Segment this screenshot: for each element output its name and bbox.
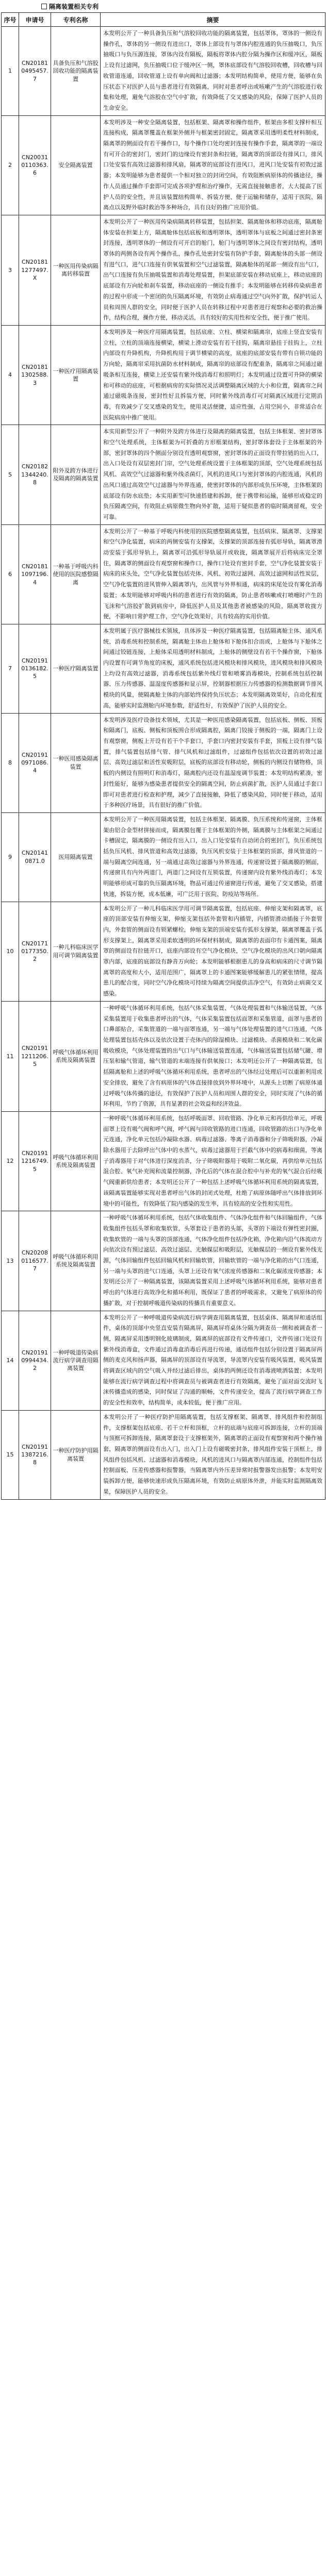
table-header-row: [2, 13, 325, 27]
cell-seq: 14: [2, 1311, 19, 1410]
cell-app-no: CN201911387216.8: [19, 1410, 51, 1499]
table-row: [2, 1311, 325, 1410]
cell-abstract: 本发明涉及一种医疗用隔离装置，包括底座、立柱、横梁和隔离帘，底座上竖直安装有立柱，立柱的顶端连接横梁，横梁上滑动安装有若干挂钩，隔离帘悬挂于挂钩上，立柱内部设有升降机构，升降机构用于调节横梁的高度，底座的底部安装有带有自锁功能的万向轮，隔离帘采用抗菌防水材料制成，隔离帘的底部设有配重条，隔离帘之间通过磁吸条相互连接，横梁上还安装有紫外线消毒灯和照明灯；本发明通过设置可升降的横梁和可移动的底座，可根据病房的实际情况灵活调整隔离区域的大小和位置，隔离帘之间通过磁吸条连接，密封性好且拆装方便，同时紫外线消毒灯可对隔离区域进行定期消毒，有效减少了交叉感染的发生，使用灵活便捷，适应性强，占用空间小，非常适合在医院病房中推广使用。: [101, 325, 325, 425]
cell-app-no: CN201910994434.2: [19, 1311, 51, 1410]
cell-abstract: 一种呼吸气体循环利用系统，包括呼吸面罩、回收管路、净化单元和再供给单元，呼吸面罩上设有吸气阀和呼气阀，呼气阀与回收管路的进口连通，回收管路的出口与净化单元连通，净化单元包括冷凝除水器、病毒过滤器、等离子消毒器和分子筛吸附器，冷凝除水器用于去除呼出气体中的水蒸气，病毒过滤器用于拦截气体中的病毒和细菌，等离子消毒器用于对气体进行深度消杀，分子筛吸附器用于吸附二氧化碳，再供给单元包括混合腔、氧气补充阀和流量控制器，净化后的气体在混合腔中与补充的氧气混合后经吸气阀重新供给患者；本发明还公开了一种包括上述呼吸气体循环利用系统的隔离装置，该隔离装置能够实现对患者呼出气体的封闭式处理，杜绝了病原体随呼出气体排放到环境中的可能性，有效降低了院内感染的发生率，具有较高的安全性和实用性。: [101, 1111, 325, 1211]
table-row: [2, 215, 325, 325]
table-row: [2, 1410, 325, 1499]
cell-app-no: CN202080116577.7: [19, 1211, 51, 1311]
cell-patent-name: 呼吸气体循环利用系统及隔离装置: [51, 1001, 101, 1111]
header-patent-name: 专利名称: [51, 13, 101, 27]
cell-seq: 6: [2, 524, 19, 624]
table-row: [2, 624, 325, 713]
cell-patent-name: 一种医疗隔离装置: [51, 624, 101, 713]
cell-abstract: 本发明涉及一种安全隔离装置，包括框架、隔离罩和操作组件，框架由多根支撑杆相互连接构成，隔离罩覆盖在框架外侧并与框架密封固定，隔离罩采用透明柔性材料制成，隔离罩的侧面设有若干操作口，每个操作口处均密封连接有操作手套，隔离罩的一端设有可开合的密封门，密封门的边缘设有密封条和拉链，隔离罩的顶部设有排风口，排风口处安装有高效过滤器和排风扇，隔离罩的底部设有进风口，进风口处安装有初效过滤器；本发明能够为患者提供一个相对独立的封闭空间，有效阻断病原体的传播途径，操作人员通过操作手套即可完成各项护理和治疗操作，无需直接接触患者，大大提高了医护人员的安全性，并且该装置结构简单、拆装方便、便于运输和储存，适用于医院、隔离点以及野外临时救治等多种场合，具有良好的推广应用价值。: [101, 115, 325, 215]
cell-seq: 7: [2, 624, 19, 713]
cell-app-no: CN201811277497.X: [19, 215, 51, 325]
cell-seq: 4: [2, 325, 19, 425]
cell-abstract: 本发明公开了一种呼吸道传染病流行病学调查用隔离装置，包括桌体、隔离屏和通话组件，桌体的顶部中央竖直安装有隔离屏，隔离屏将桌体分隔为调查员一侧和被调查者一侧，隔离屏采用透明钢化玻璃制成，隔离屏的底部设有文件传递口，文件传递口处设有紫外线消毒盒，文件通过消毒盒消毒后再进行传递，通话组件包括分别设置于隔离屏两侧的麦克风和扬声器，隔离屏的顶部设有导流罩，导流罩内安装有吸风装置，吸风装置将调查区域内的空气吸入并经过滤后排出，桌体的两侧还设有消毒液喷洒装置；本发明能够在流行病学调查过程中将调查员与被调查者进行有效隔离，避免了面对面交流时飞沫传播造成的感染，同时保证了沟通的顺畅，文件传递安全，提高了流行病学调查工作的安全性和效率，结构简单，成本较低，便于推广应用。: [101, 1311, 325, 1410]
cell-patent-name: 一种儿科临床医学用可调节隔离装置: [51, 902, 101, 1001]
cell-app-no: CN201410871.0: [19, 812, 51, 902]
cell-abstract: 一种呼吸气体循环利用系统，包括气体采集装置、气体处理装置和气体输送装置，气体采集装置用于收集患者呼出的气体，气体采集装置包括面罩和采集管道，面罩与患者的口鼻部贴合，采集管道的一端与面罩连通，另一端与气体处理装置的进气口连通，气体处理装置包括壳体以及依次设置于壳体内的除湿模块、过滤模块、杀菌模块和二氧化碳吸收模块，气体处理装置的出气口与气体输送装置连通，气体输送装置包括储气罐、增压泵和输气管道，输气管道的末端连接有供氧接口；本发明还公开了一种隔离装置，包括隔离舱和上述的呼吸气体循环利用系统，患者呼出的气体经过处理后可以重新利用或安全排放，避免了含有病原体的气体直接排放到外界环境中，从源头上切断了病原体通过呼吸气体传播的途径，有效保护了医护人员和周围人群的安全，同时实现了气体的循环利用，节约了资源，具有显著的社会效益和经济效益。: [101, 1001, 325, 1111]
table-row: [2, 524, 325, 624]
cell-abstract: 本发明属于医疗器械技术领域，具体涉及一种医疗隔离装置，包括隔离舱主体、通风系统、消毒系统和控制系统，隔离舱主体由上舱体和下舱体扣合而成，上舱体与下舱体之间通过铰链连接，上舱体采用透明材料制成，上舱体的侧壁设有若干个操作窗，下舱体内设置有可调节角度的床板，通风系统包括进风模块和排风模块，进风模块和排风模块上均设有高效过滤器，消毒系统包括紫外线灯管和喷雾消毒模块，控制系统包括控制器、压力传感器、温湿度传感器和显示屏，控制器根据压力传感器的检测数据调节排风模块的风量，使隔离舱主体的内部始终保持负压状态；本发明隔离效果好，自动化程度高，能够实时监测舱内环境参数，舒适性好，有效保护了医护人员的安全。: [101, 624, 325, 713]
cell-abstract: 本发明公开了一种医疗防护用隔离装置，包括支撑框架、隔离罩、排风组件和控制组件，支撑框架包括底座、若干立杆和顶框，立杆的底端与底座可拆卸连接，立杆的顶端与顶框可拆卸连接，隔离罩套设于支撑框架外，隔离罩的正面设有观察窗和两个操作袖套，隔离罩的侧面设有出入门，出入门上设有磁吸密封条，排风组件安装于顶框上，排风组件包括风机、过滤器和消毒模块，风机的进风口与隔离罩内部连通，控制组件包括控制面板、压差传感器和报警器，当隔离罩内外压差异常时报警器发出报警；本发明安装拆卸方便，能够快速形成负压隔离环境，有效防止病原体外泄，并能实时监测隔离效果，保障医护人员的安全。: [101, 1410, 325, 1499]
cell-seq: 12: [2, 1111, 19, 1211]
table-row: [2, 115, 325, 215]
cell-seq: 13: [2, 1211, 19, 1311]
header-app-no: 申请号: [19, 13, 51, 27]
cell-abstract: 本发明公开了一种具备负压和气溶胶回收功能的隔离装置，包括罩体，罩体的一侧设有操作孔，罩体的另一侧设有进出口，罩体上部设有与罩体内腔连通的负压抽吸口，负压抽吸口与负压源连接，罩体内设有隔板，隔板将罩体内腔分隔为操作区和缓冲区，隔板上设有过滤网，负压抽吸口位于缓冲区一侧，罩体底部设有气溶胶回收槽，回收槽与回收管道连通，回收管道上设有单向阀和过滤器；本发明结构简单，使用方便，能够在负压状态下对医护人员与患者进行有效隔离，同时对患者呼出或咳嗽产生的气溶胶进行收集和处理，避免气溶胶在空气中扩散，有效降低了交叉感染的风险，保障了医护人员的生命安全。: [101, 27, 325, 116]
cell-app-no: CN201810495457.7: [19, 27, 51, 116]
cell-patent-name: 一种医疗用隔离装置: [51, 325, 101, 425]
cell-patent-name: 一种医用感染隔离装置: [51, 713, 101, 812]
cell-abstract: 本发明公开了一种医用传染病隔离转移装置，包括担架、隔离舱体和移动底座，隔离舱体安装在担架上方，隔离舱体包括底板和透明罩体，透明罩体与底板之间通过密封条密封连接，透明罩体的一侧设有可开启的舱门，舱门与透明罩体之间设有密封结构，透明罩体的两侧各设有两个操作孔，操作孔处密封安装有防护手套，隔离舱体的头部一侧设有进气口，进气口连接有供氧装置和空气过滤装置，隔离舱体的尾部一侧设有出气口，出气口连接有负压抽吸装置和消毒处理装置，担架底部安装在移动底座上，移动底座的底部设有万向轮和刹车装置，移动底座的一侧设有推手；本发明能够在转移传染病患者的过程中形成一个密闭的负压隔离环境，有效防止病毒通过空气向外扩散，保护转运人员和周围人群的安全，同时便于医护人员在转移过程中对患者进行观察和必要的救治操作，结构合理，操作方便，移动灵活，具有较好的实用性和安全性，便于推广使用。: [101, 215, 325, 325]
table-row: [2, 425, 325, 524]
cell-seq: 2: [2, 115, 19, 215]
cell-seq: 5: [2, 425, 19, 524]
cell-patent-name: 医用隔离装置: [51, 812, 101, 902]
cell-patent-name: 一种基于呼吸内科使用的医院感整隔离: [51, 524, 101, 624]
table-row: [2, 1111, 325, 1211]
header-seq: 序号: [2, 13, 19, 27]
table-row: [2, 325, 325, 425]
bullet-square-icon: [41, 4, 47, 9]
cell-seq: 9: [2, 812, 19, 902]
table-row: [2, 1211, 325, 1311]
cell-seq: 11: [2, 1001, 19, 1111]
cell-seq: 3: [2, 215, 19, 325]
cell-abstract: 本实用新型公开了一种附外及跨方体进行及隔离的隔离装置，包括主体框架、密封罩体和空气处理系统，主体框架为可折叠的方形框架结构，密封罩体套设于主体框架的外部，密封罩体的四个侧面分别设有透明观察窗，密封罩体的正面设有带拉链的出入口，出入口处设有双层密封门帘，空气处理系统设置于主体框架的顶部，空气处理系统包括风机、高效空气过滤器和紫外线杀菌灯，风机的进风口与密封罩体的内腔连通，风机的出风口通过高效空气过滤器与外界连通，使密封罩体的内部形成负压环境，主体框架的底部设有防水底垫；本实用新型可快速搭建和拆卸，便于携带和运输，能够形成稳定的负压隔离空间，有效阻止病原微生物向外扩散，适用于疑似患者的临时隔离留观，安全可靠。: [101, 425, 325, 524]
cell-app-no: CN201710177350.2: [19, 902, 51, 1001]
cell-seq: 15: [2, 1410, 19, 1499]
cell-app-no: CN201910971086.4: [19, 713, 51, 812]
document-title: 隔离装置相关专利: [41, 2, 99, 11]
cell-abstract: 本发明公开了一种基于呼吸内科使用的医院感整隔离装置，包括病床、隔离罩、支撑架和空气净化装置，病床的两侧安装有支撑架，支撑架的顶部连接有弧形导轨，隔离罩滑动安装于弧形导轨上，隔离罩可沿弧形导轨展开或收拢，隔离罩展开后将病床完全罩住，隔离罩的侧面设有观察窗和操作口，操作口处设有密封手套，空气净化装置安装于病床的床头处，空气净化装置包括壳体、风机、初效过滤网、高效过滤网和活性炭层，空气净化装置的进风管伸入隔离罩内，出风管与外界相通，病床的床尾处设有雾化消毒装置；本发明能够对呼吸内科的患者进行有效的隔离，防止患者咳嗽或打喷嚏时产生的飞沫和气溶胶扩散到病房中，降低医护人员及其他患者被感染的风险，隔离罩收拢方便，不影响日常护理工作，空气净化效果好，具有较高的实用价值。: [101, 524, 325, 624]
cell-abstract: 本发明涉及医疗设备技术领域，尤其是一种医用感染隔离装置，包括底板、侧板、顶板和隔离门，底板、侧板和顶板围合形成隔离腔，隔离门铰接于侧板的一端，隔离门上设有观察窗，侧板上开设有若干个手套口，手套口内密封安装有手套，顶板上设有排气装置，排气装置包括排气管、排气风机和过滤组件，过滤组件包括依次设置的初效过滤层、高效过滤层和活性炭吸附层，底板的底部设有移动轮，侧板的内侧设有储物格，顶板的内侧设有照明灯和消毒灯，隔离腔内还设有温湿度调节装置；本发明结构紧凑，密封性能好，能够为感染患者提供安全的隔离空间，防止病菌扩散，医护人员通过手套口即可对患者进行检查和护理，减少了直接接触，降低了感染风险，同时便于移动，适用于多种医疗场景，具有很好的推广价值。: [101, 713, 325, 812]
cell-app-no: CN201911216749.5: [19, 1111, 51, 1211]
cell-app-no: CN201821344240.8: [19, 425, 51, 524]
header-abstract: 摘要: [101, 13, 325, 27]
table-row: [2, 902, 325, 1001]
cell-app-no: CN201910136182.5: [19, 624, 51, 713]
table-row: [2, 27, 325, 116]
cell-app-no: CN201811097196.4: [19, 524, 51, 624]
table-row: [2, 713, 325, 812]
cell-patent-name: 一种医疗防护用隔离装置: [51, 1410, 101, 1499]
cell-abstract: 本发明公开了一种儿科临床医学用可调节隔离装置，包括底座、伸缩支架和隔离罩，底座的顶部安装有伸缩支架，伸缩支架包括外套管和内插管，内插管滑动插接于外套管内，外套管的侧面设有锁紧螺栓，伸缩支架的顶端安装有弧形支撑架，隔离罩覆盖于弧形支撑架上，隔离罩采用柔软透明的环保材料制成，隔离罩的表面印有卡通图案，隔离罩的侧面设有拉链开口，底座内部设有空气净化模块，空气净化模块的出风口朝向隔离罩内部，底座的底部设有静音万向轮；本发明能够根据患儿的身高和病床的尺寸调节隔离罩的高度和大小，适用范围广，隔离罩上的卡通图案能够缓解患儿的紧张情绪，提高患儿的配合度，同时空气净化模块可持续为隔离空间提供洁净空气，有效防止病菌交叉感染。: [101, 902, 325, 1001]
cell-patent-name: 安全隔离装置: [51, 115, 101, 215]
cell-patent-name: 呼吸气体循环利用系统及隔离装置: [51, 1111, 101, 1211]
cell-patent-name: 一种呼吸道传染病流行病学调查用隔离装置: [51, 1311, 101, 1410]
cell-abstract: 本发明公开了一种医用隔离装置，包括主体框架、隔离膜、负压系统和传递窗，主体框架由铝合金型材拼接而成，隔离膜包覆于主体框架的外侧，隔离膜与主体框架之间通过卡槽固定，隔离膜的一侧设有出入口，出入口处安装有自动闭合的密封门，负压系统包括负压风机、排风管道和高效过滤器，负压风机安装于主体框架的顶部，排风管道的一端与隔离空间连通，另一端通过高效过滤器与外界连通，传递窗设置于隔离膜的侧面，传递窗具有内外两道门，两道门之间设有互锁装置，传递窗内设有紫外线消毒灯；本发明能够形成可靠的负压隔离环境，物品可通过传递窗进行传递，避免了交叉感染，搭建快速，拆装方便，成本低廉，可广泛用于医院、防疫站等场所。: [101, 812, 325, 902]
cell-abstract: 一种呼吸气体循环利用系统，包括气体收集组件、气体净化组件和气体回输组件，气体收集组件包括头罩和收集软管，头罩套设于患者的头部，头罩的下端设有弹性密封圈，收集软管的一端与头罩的顶部连通，气体净化组件包括净化箱，净化箱内沿气体流动方向依次设有预过滤层、高效过滤层、光触媒层和吸附层，光触媒层的一侧设有紫外线光源，气体回输组件包括回输风机和回输软管，回输软管的一端与净化箱的出气口连通，另一端与头罩的进气口连通，头罩上还设有氧气浓度传感器和二氧化碳浓度传感器；本发明还公开了一种隔离装置，该隔离装置采用上述呼吸气体循环利用系统，能够对患者呼出的气体进行高效净化和循环利用，既保证了患者的呼吸需求，又避免了病原体的传播扩散，对于控制呼吸道传染病的传播具有重要意义。: [101, 1211, 325, 1311]
cell-patent-name: 一种医用传染病隔离转移装置: [51, 215, 101, 325]
cell-patent-name: 呼吸气体循环利用系统及隔离装置: [51, 1211, 101, 1311]
cell-patent-name: 具备负压和气溶胶回收功能的隔离装置: [51, 27, 101, 116]
cell-seq: 10: [2, 902, 19, 1001]
table-row: [2, 1001, 325, 1111]
cell-seq: 8: [2, 713, 19, 812]
table-row: [2, 812, 325, 902]
cell-app-no: CN201911211206.5: [19, 1001, 51, 1111]
cell-seq: 1: [2, 27, 19, 116]
cell-patent-name: 附外及跨方体进行及隔离的隔离装置: [51, 425, 101, 524]
cell-app-no: CN201811302588.3: [19, 325, 51, 425]
patent-table: [1, 12, 325, 1500]
cell-app-no: CN200310110363.6: [19, 115, 51, 215]
